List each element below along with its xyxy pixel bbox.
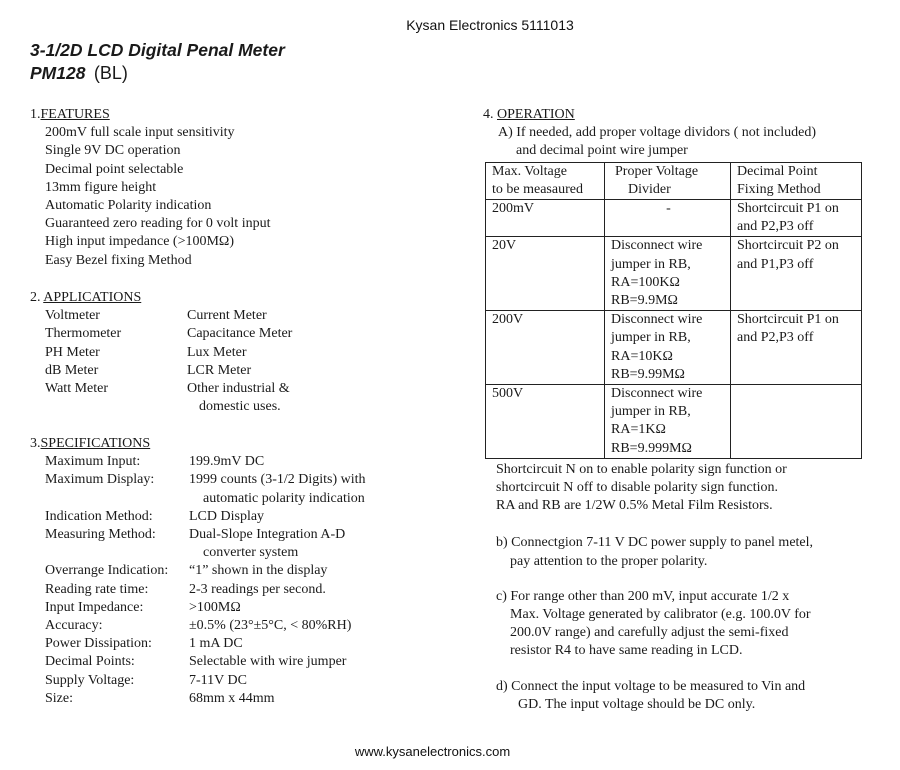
cell-voltage-range: 500V: [486, 385, 605, 459]
note-line: RA and RB are 1/2W 0.5% Metal Film Resistors.: [496, 498, 773, 514]
spec-value: [189, 526, 409, 562]
spec-value-text: 68mm x 44mm: [189, 690, 275, 706]
operation-step-d: [483, 678, 862, 714]
application-item: Current Meter: [187, 308, 267, 324]
step-text-continuation: resistor R4 to have same reading in LCD.: [510, 643, 743, 659]
section-number: 4.: [483, 107, 494, 122]
spec-row: [30, 581, 409, 599]
feature-item: 200mV full scale input sensitivity: [45, 125, 235, 141]
application-item: Capacitance Meter: [187, 326, 293, 342]
spec-row: [30, 635, 409, 653]
cell-line: Disconnect wire: [611, 238, 703, 254]
cell-line: RA=100KΩ: [611, 274, 680, 290]
cell-line: jumper in RB,: [611, 330, 691, 346]
application-item: Other industrial &: [187, 381, 290, 397]
cell-line: Disconnect wire: [611, 386, 703, 402]
cell-line: Shortcircuit P1 on: [737, 312, 839, 328]
spec-label: Accuracy:: [45, 618, 103, 634]
document-title: 3-1/2D LCD Digital Penal Meter: [30, 40, 285, 60]
application-item-continuation: domestic uses.: [199, 399, 281, 415]
header-line: Divider: [628, 181, 671, 197]
applications-section: [30, 289, 347, 416]
application-item: Thermometer: [45, 326, 122, 342]
application-item: dB Meter: [45, 362, 99, 378]
spec-row: [30, 562, 409, 580]
spec-row: [30, 653, 409, 671]
spec-label: Maximum Display:: [45, 472, 155, 488]
feature-item: High input impedance (>100MΩ): [45, 234, 234, 250]
header-line: Proper Voltage: [615, 163, 699, 179]
spec-value-text: Selectable with wire jumper: [189, 654, 347, 670]
cell-fixing-method: [731, 237, 862, 311]
spec-value: [189, 562, 409, 580]
spec-row: [30, 471, 409, 507]
header-line: Fixing Method: [737, 181, 821, 197]
table-header-row: [486, 162, 862, 199]
spec-row: [30, 526, 409, 562]
cell-line: Shortcircuit P2 on: [737, 238, 839, 254]
feature-item: 13mm figure height: [45, 179, 157, 195]
spec-value: [189, 471, 409, 507]
step-text: c) For range other than 200 mV, input accurate 1/2 x: [496, 588, 790, 604]
cell-line: RA=1KΩ: [611, 422, 666, 438]
spec-label: Size:: [45, 690, 73, 706]
operation-step-b: [483, 534, 862, 570]
step-text-continuation: 200.0V range) and carefully adjust the semi-fixed: [510, 625, 789, 641]
spec-value: [189, 581, 409, 599]
operation-step-c: [483, 588, 862, 661]
spec-label: Supply Voltage:: [45, 672, 135, 688]
spec-value: [189, 635, 409, 653]
spec-value-text: LCD Display: [189, 508, 265, 524]
spec-label: Maximum Input:: [45, 454, 141, 470]
operation-section: [483, 106, 862, 714]
step-text: d) Connect the input voltage to be measured to Vin and: [496, 678, 806, 694]
spec-label: Indication Method:: [45, 508, 153, 524]
cell-line: Disconnect wire: [611, 312, 703, 328]
features-list: [30, 124, 270, 270]
cell-line: RB=9.999MΩ: [611, 440, 692, 456]
operation-notes: [483, 461, 862, 516]
feature-item: Decimal point selectable: [45, 161, 184, 177]
spec-value: [189, 599, 409, 617]
feature-item: Guaranteed zero reading for 0 volt input: [45, 216, 271, 232]
application-item: Watt Meter: [45, 381, 109, 397]
column-header-divider: [605, 162, 731, 199]
feature-item: Automatic Polarity indication: [45, 198, 212, 214]
spec-label: Decimal Points:: [45, 654, 135, 670]
cell-line: RA=10KΩ: [611, 348, 673, 364]
step-text-continuation: GD. The input voltage should be DC only.: [518, 696, 756, 712]
cell-line: and P2,P3 off: [737, 330, 814, 346]
features-section: [30, 106, 270, 270]
header-line: Max. Voltage: [492, 163, 567, 179]
spec-value-text: ±0.5% (23°±5°C, < 80%RH): [189, 618, 352, 634]
step-text: b) Connectgion 7-11 V DC power supply to panel metel,: [496, 535, 814, 551]
cell-line: jumper in RB,: [611, 256, 691, 272]
header-line: to be measaured: [492, 181, 583, 197]
spec-value-continuation: converter system: [203, 545, 299, 561]
specifications-section: [30, 435, 409, 708]
specifications-heading: [30, 435, 409, 453]
header-line: Decimal Point: [737, 163, 818, 179]
column-header-max-voltage: [486, 162, 605, 199]
table-row: [486, 237, 862, 311]
cell-fixing-method: [731, 200, 862, 237]
section-title: SPECIFICATIONS: [40, 436, 151, 451]
cell-line: RB=9.99MΩ: [611, 366, 685, 382]
application-item: Voltmeter: [45, 308, 100, 324]
spec-label: Power Dissipation:: [45, 636, 152, 652]
spec-value-text: 2-3 readings per second.: [189, 581, 326, 597]
spec-label: Overrange Indication:: [45, 563, 169, 579]
spec-row: [30, 508, 409, 526]
spec-value: [189, 453, 409, 471]
spec-value-continuation: automatic polarity indication: [203, 490, 365, 506]
spec-value-text: Dual-Slope Integration A-D: [189, 527, 346, 543]
cell-fixing-method: [731, 311, 862, 385]
section-title: APPLICATIONS: [43, 290, 142, 305]
spec-label: Input Impedance:: [45, 599, 144, 615]
cell-line: and P2,P3 off: [737, 219, 814, 235]
table-row: [486, 200, 862, 237]
spec-value: [189, 617, 409, 635]
spec-value: [189, 508, 409, 526]
spec-value-text: 1999 counts (3-1/2 Digits) with: [189, 472, 366, 488]
cell-line: -: [666, 201, 671, 217]
feature-item: Easy Bezel fixing Method: [45, 252, 192, 268]
section-title: OPERATION: [497, 107, 575, 122]
cell-line: and P1,P3 off: [737, 256, 814, 272]
spec-value-text: >100MΩ: [189, 599, 241, 615]
cell-divider: [605, 311, 731, 385]
table-row: [486, 385, 862, 459]
column-header-decimal-point: [731, 162, 862, 199]
features-heading: [30, 106, 270, 124]
cell-voltage-range: 20V: [486, 237, 605, 311]
specifications-list: [30, 453, 409, 708]
model-line: [30, 61, 128, 87]
spec-value: [189, 653, 409, 671]
spec-row: [30, 453, 409, 471]
spec-row: [30, 617, 409, 635]
spec-value-text: “1” shown in the display: [189, 563, 328, 579]
spec-row: [30, 599, 409, 617]
model-variant: (BL): [93, 63, 128, 83]
application-item: LCR Meter: [187, 362, 252, 378]
voltage-divider-table: [485, 162, 862, 459]
applications-list: [30, 307, 347, 416]
cell-voltage-range: 200mV: [486, 200, 605, 237]
operation-step-a: [483, 124, 862, 160]
cell-divider: [605, 385, 731, 459]
brand-header: Kysan Electronics 5111013: [406, 17, 574, 33]
step-text-continuation: Max. Voltage generated by calibrator (e.g. 100.0V for: [510, 607, 811, 623]
spec-value: [189, 672, 409, 690]
spec-row: [30, 672, 409, 690]
spec-value-text: 1 mA DC: [189, 636, 243, 652]
cell-line: RB=9.9MΩ: [611, 293, 678, 309]
spec-row: [30, 690, 409, 708]
table-row: [486, 311, 862, 385]
applications-heading: [30, 289, 347, 307]
spec-value-text: 199.9mV DC: [189, 454, 265, 470]
section-number: 1.: [30, 107, 41, 122]
spec-label: Reading rate time:: [45, 581, 149, 597]
spec-label: Measuring Method:: [45, 527, 156, 543]
application-item: Lux Meter: [187, 344, 247, 360]
section-number: 3.: [30, 436, 41, 451]
cell-divider: [605, 200, 731, 237]
spec-value: [189, 690, 409, 708]
note-line: shortcircuit N off to disable polarity sign function.: [496, 480, 779, 496]
cell-line: Shortcircuit P1 on: [737, 201, 839, 217]
note-line: Shortcircuit N on to enable polarity sign function or: [496, 461, 787, 477]
cell-fixing-method: [731, 385, 862, 459]
model-number: PM128: [30, 63, 86, 83]
footer-website: www.kysanelectronics.com: [354, 744, 511, 759]
application-item: PH Meter: [45, 344, 100, 360]
feature-item: Single 9V DC operation: [45, 143, 181, 159]
step-text-continuation: and decimal point wire jumper: [516, 143, 688, 159]
section-title: FEATURES: [40, 107, 110, 122]
cell-line: jumper in RB,: [611, 404, 691, 420]
spec-value-text: 7-11V DC: [189, 672, 247, 688]
operation-heading: [483, 106, 862, 124]
step-text-continuation: pay attention to the proper polarity.: [510, 553, 708, 569]
section-number: 2.: [30, 290, 41, 305]
cell-divider: [605, 237, 731, 311]
step-text: A) If needed, add proper voltage dividors ( not included): [498, 125, 817, 141]
cell-voltage-range: 200V: [486, 311, 605, 385]
